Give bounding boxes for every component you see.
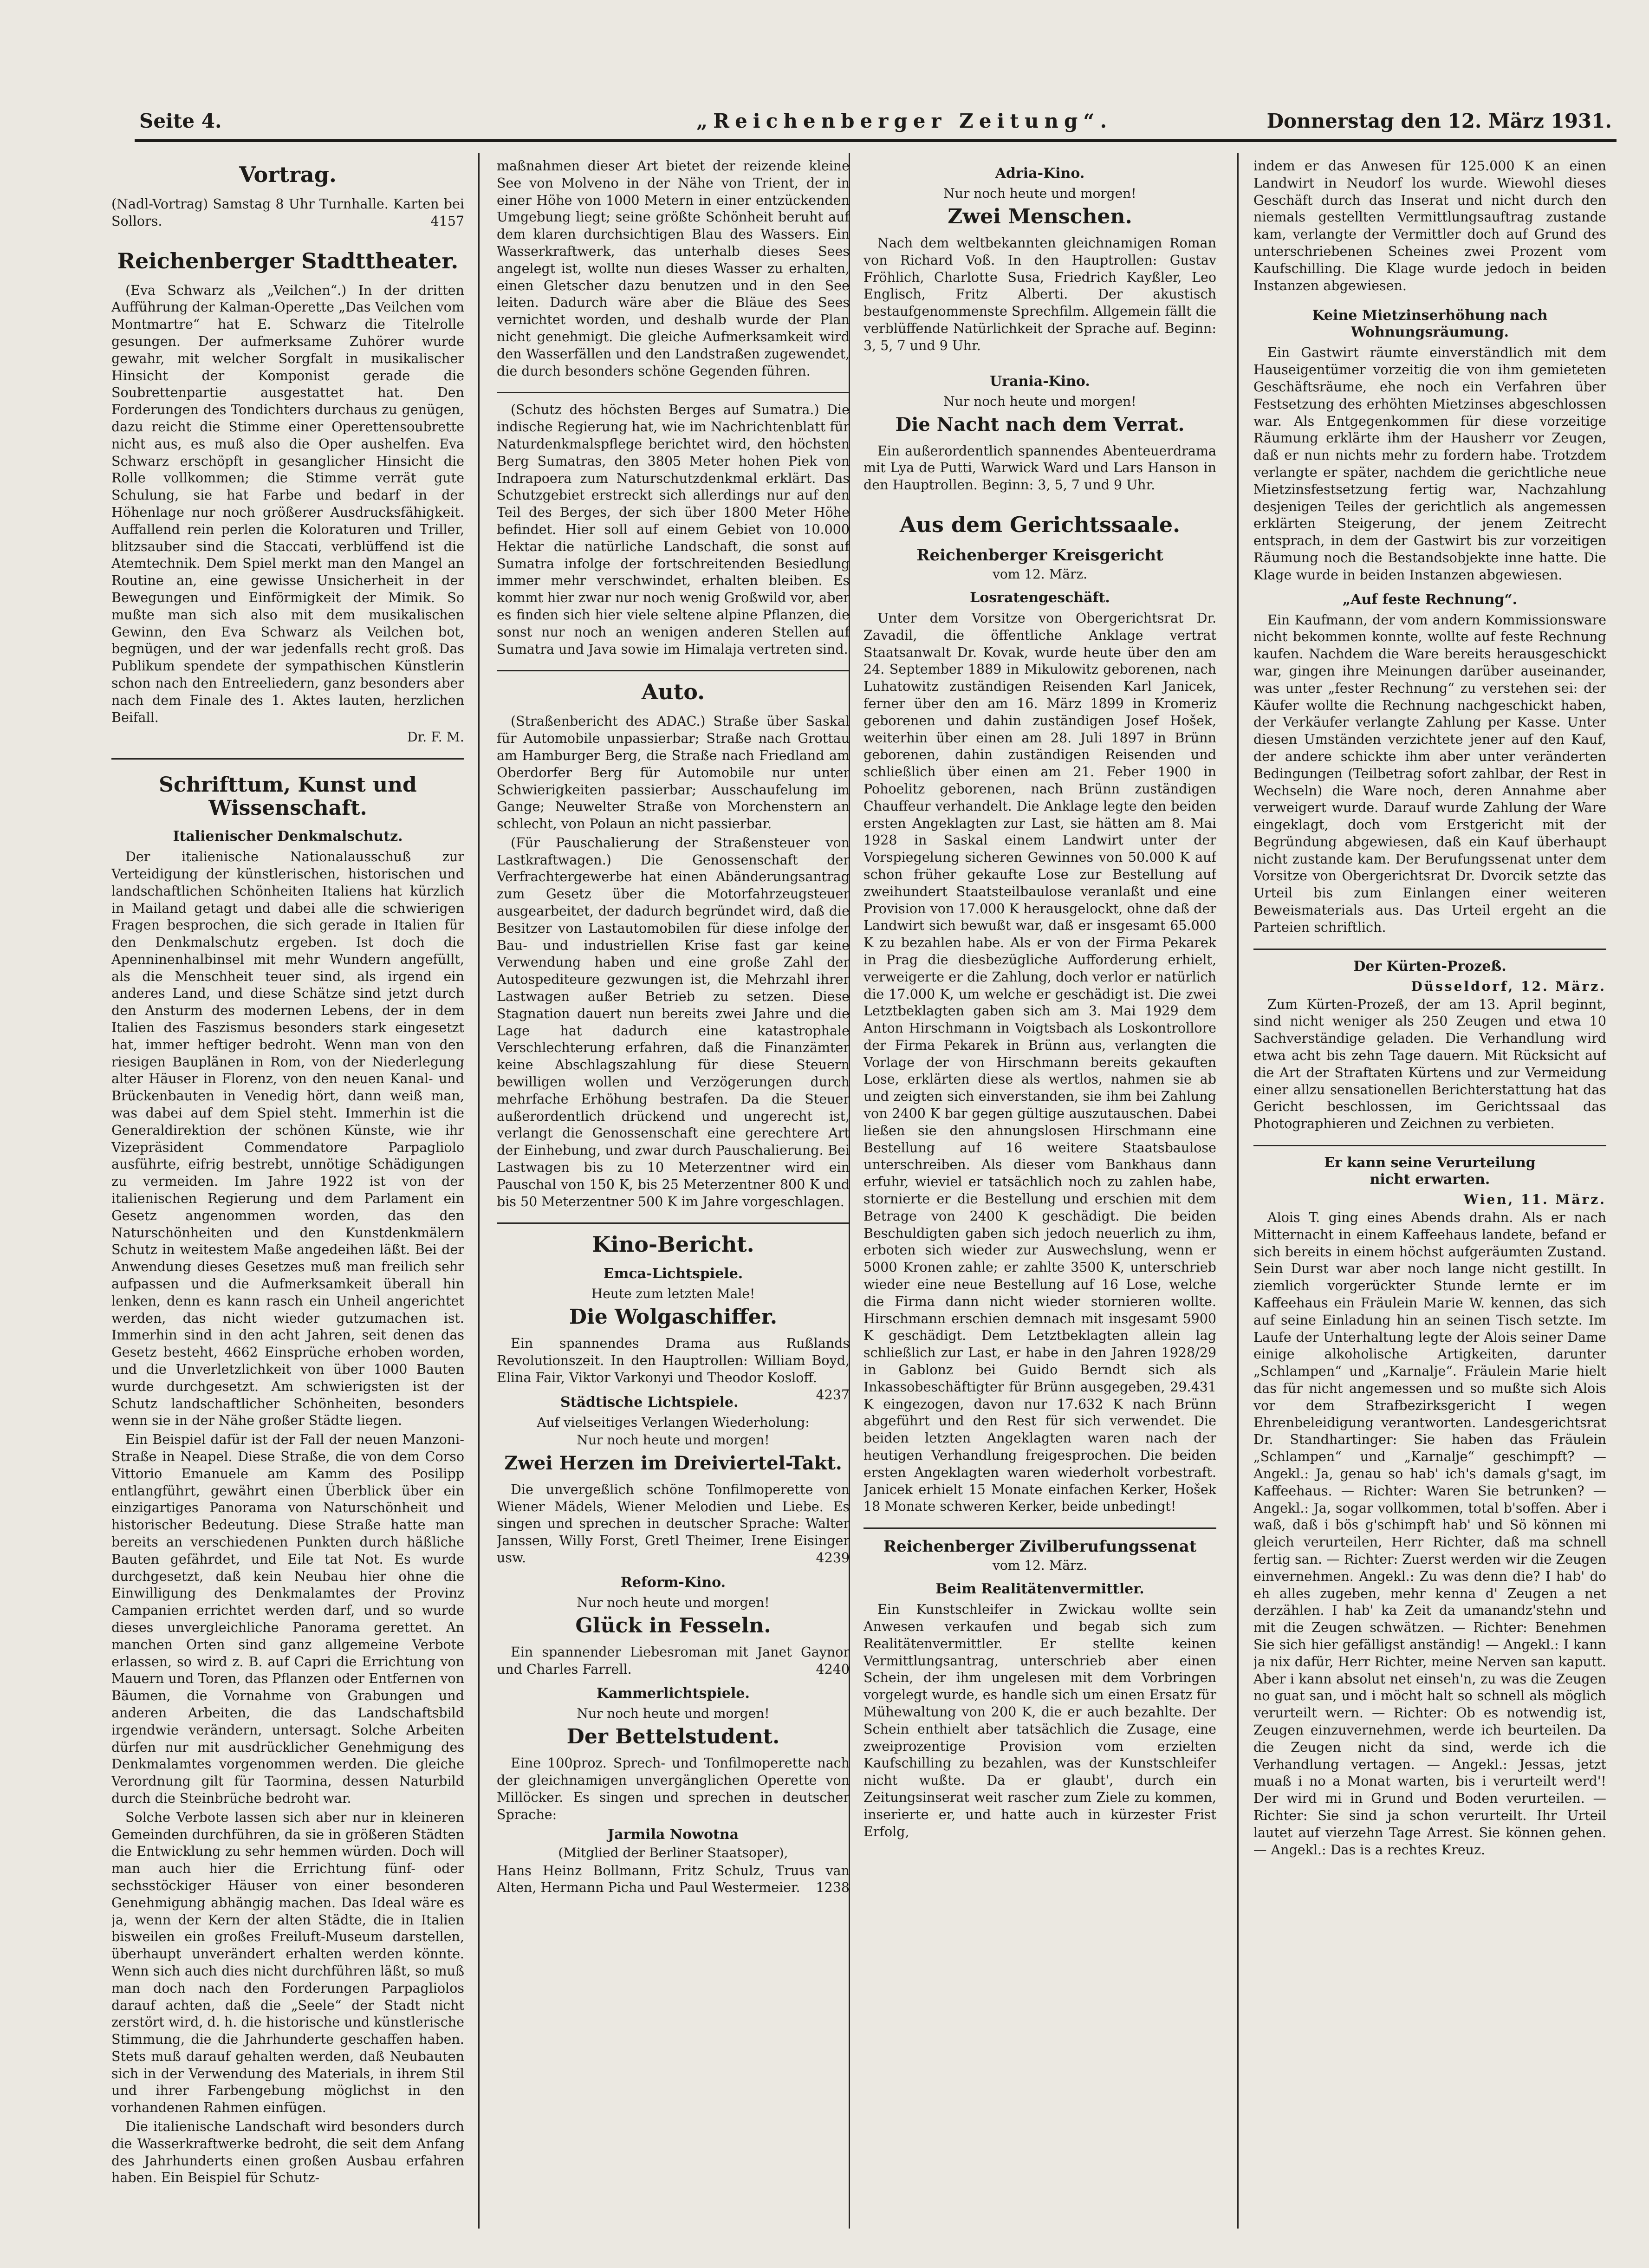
court-date: vom 12. März. xyxy=(993,1558,1087,1573)
denkmal-paragraph: Ein Beispiel dafür ist der Fall der neuen Manzoni-Straße in Neapel. Diese Straße, die von dem Corso Vittorio Emanuele am Kamm des Posilipp entlangführt, gewährt einen Überblick über ein einzigartiges Panorama von Naturschönheit und historischer Bedeutung. Diese Straße hatte man bereits an verschiedenen Punkten durch häßliche Bauten gefährdet, und Eile tat Not. Es wurde durchgesetzt, daß kein Neubau hier ohne die Einwilligung des Denkmalamtes der Provinz Campanien errichtet werden darf, und so wurde dieses unvergleichliche Panorama gerettet. An manchen Orten sind ganz allgemeine Verbote erlassen, so wird z. B. auf Capri die Errichtung von Mauern und Toren, das Pflanzen oder Entfernen von Bäumen, die Vornahme von Grabungen und anderen Arbeiten, die das Landschaftsbild irgendwie verändern, untersagt. Solche Arbeiten dürfen nur mit ausdrücklicher Genehmigung des Denkmalamtes vorgenommen werden. Die gleiche Verordnung gilt für Taormina, dessen Naturbild durch die Steinbrüche bedroht war. xyxy=(111,1432,464,1806)
column-divider xyxy=(478,153,480,2229)
film-title: Die Wolgaschiffer. xyxy=(569,1305,778,1329)
case-heading: Beim Realitätenvermittler. xyxy=(935,1581,1144,1598)
cinema-name: Urania-Kino. xyxy=(990,373,1090,390)
film-star: Jarmila Nowotna xyxy=(607,1826,739,1843)
film-star-note: (Mitglied der Berliner Staatsoper), xyxy=(558,1845,788,1860)
article-rule xyxy=(497,670,850,671)
cinema-name: Städtische Lichtspiele. xyxy=(560,1394,739,1410)
film-title: Zwei Menschen. xyxy=(948,205,1132,228)
column-3 xyxy=(863,158,1216,2238)
film-description: Nach dem weltbekannten gleichnamigen Roman von Richard Voß. In den Hauptrollen: Gustav Fröhlich, Charlotte Susa, Friedrich Kayßler, Leo Englisch, Fritz Alberti. Der akustisch bestaufgenommenste Sprechfilm. Allgemein fällt die verblüffende Natürlichkeit der Sprache auf. Beginn: 3, 5, 7 und 9 Uhr. xyxy=(863,235,1216,353)
film-description: Ein spannender Liebesroman mit Janet Gaynor und Charles Farrell. 4240 xyxy=(497,1644,850,1677)
court-subheading: Reichenberger Kreisgericht xyxy=(916,546,1163,565)
case-heading: „Auf feste Rechnung“. xyxy=(1342,591,1518,608)
cinema-name: Kammerlichtspiele. xyxy=(597,1685,750,1702)
court-heading: Aus dem Gerichtssaale. xyxy=(899,512,1181,537)
article-rule xyxy=(1253,1145,1606,1146)
court-date: vom 12. März. xyxy=(993,566,1087,582)
cinema-name: Reform-Kino. xyxy=(620,1574,726,1591)
denkmal-heading: Italienischer Denkmalschutz. xyxy=(173,828,403,845)
article-paragraph: Alois T. ging eines Abends drahn. Als er nach Mitternacht in einem Kaffeehaus landete, befand er sich bereits in einem höchst aufgeräumten Zustand. Sein Durst war aber noch lange nicht gestillt. In ziemlich vorgerückter Stunde lernte er im Kaffeehaus ein Fräulein Marie W. kennen, das sich auf seine Einladung hin an seinen Tisch setzte. Im Laufe der Unterhaltung legte der Alois seiner Dame einige alkoholische Artigkeiten, darunter „Schlampen“ und „Karnalje“. Fräulein Marie hielt das für nicht angemessen und so mußte sich Alois vor dem Strafbezirksgericht I wegen Ehrenbeleidigung verantworten. Landesgerichtsrat Dr. Standhartinger: Sie haben das Fräulein „Schlampen“ und „Karnalje“ geschimpft? — Angekl.: Ja, genau so hab' ich's damals g'sagt, im Kaffeehaus. — Richter: Waren Sie betrunken? — Angekl.: Ja, sogar vollkommen, total b'soffen. Aber i waß, daß i bös g'schimpft hab' und Sö können mi gleich verurteilen, Herr Richter, daß ma schnell fertig san. — Richter: Zuerst werden wir die Zeugen einvernehmen. Angekl.: Zu was denn die? I hab' do eh alles zugeben, mehr kenna d' Zeugen a net derzählen. I hab' ka Zeit da umanandz'stehn und mit die Zeugen schwätzen. — Richter: Benehmen Sie sich hier gefälligst anständig! — Angekl.: I kann ja nix dafür, Herr Richter, meine Nerven san kaputt. Aber i kann absolut net einseh'n, zu was die Zeugen no guat san, und i möcht halt so schnell als möglich verurteilt wern. — Richter: Ob es notwendig ist, Zeugen einzuvernehmen, werde ich beurteilen. Da die Zeugen nicht da sind, werde ich die Verhandlung vertagen. — Angekl.: Jessas, jetzt muaß i no a Monat warten, bis i verurteilt werd'! Der wird mi in Grund und Boden verurteilen. — Richter: Sie sind ja schon verurteilt. Ihr Urteil lautet auf vierzehn Tage Arrest. Sie können gehen. — Angekl.: Das is a rechtes Kreuz. xyxy=(1253,1210,1606,1858)
paper-title: „Reichenberger Zeitung“. xyxy=(696,110,1113,132)
header-rule xyxy=(135,139,1617,142)
theater-review: (Eva Schwarz als „Veilchen“.) In der dritten Aufführung der Kalman-Operette „Das Veilchen vom Montmartre“ hat E. Schwarz die Titelrolle gesungen. Der aufmerksame Zuhörer wurde gewahr, mit welcher Sorgfalt in musikalischer Hinsicht der Komponist gerade die Soubrettenpartie ausgestattet hat. Den Forderungen des Tondichters durchaus zu genügen, dazu reicht die Stimme einer Operettensoubrette nicht aus, es muß also die Oper aushelfen. Eva Schwarz erschöpft in gesanglicher Hinsicht die Rolle vollkommen; die Stimme verrät gute Schulung, sie hat Farbe und bedarf in der Höhenlage nur noch größerer Ausdrucksfähigkeit. Auffallend rein perlen die Koloraturen und Triller, blitzsauber sind die Staccati, verblüffend ist die Atemtechnik. Dem Spiel merkt man den Mangel an Routine an, eine gewisse Unsicherheit in der Bewegungen und Einförmigkeit der Mimik. So mußte man sich also mit dem musikalischen Gewinn, den Eva Schwarz als Veilchen bot, begnügen, und der war jedenfalls recht groß. Das Publikum spendete der sympathischen Künstlerin schon nach den Entreeliedern, ganz besonders aber nach dem Finale des 1. Aktes lauten, herzlichen Beifall. xyxy=(111,282,464,725)
denkmal-paragraph: Die italienische Landschaft wird besonders durch die Wasserkraftwerke bedroht, die seit dem Anfang des Jahrhunderts einen großen Ausbau erfahren haben. Ein Beispiel für Schutz- xyxy=(111,2119,464,2186)
vortrag-heading: Vortrag. xyxy=(239,162,337,187)
column-divider xyxy=(1237,153,1239,2229)
article-rule xyxy=(497,1222,850,1224)
auto-heading: Auto. xyxy=(641,679,705,705)
section-heading: Schrifttum, Kunst und Wissenschaft. xyxy=(159,773,417,820)
cinema-note: Nur noch heute und morgen! xyxy=(577,1432,770,1448)
vortrag-notice: (Nadl-Vortrag) Samstag 8 Uhr Turnhalle. Karten bei Sollors. 4157 xyxy=(111,196,464,229)
film-title: Der Bettelstudent. xyxy=(566,1725,780,1749)
cinema-name: Adria-Kino. xyxy=(995,165,1085,182)
article-heading: Der Kürten-Prozeß. xyxy=(1353,958,1506,975)
kino-heading: Kino-Bericht. xyxy=(592,1232,754,1257)
film-description: Ein außerordentlich spannendes Abenteuerdrama mit Lya de Putti, Warwick Ward und Lars Hanson in den Hauptrollen. Beginn: 3, 5, 7 und 9 Uhr. xyxy=(863,443,1216,493)
film-cast: Hans Heinz Bollmann, Fritz Schulz, Truus van Alten, Hermann Picha und Paul Westermeier. 1238 xyxy=(497,1863,850,1896)
sumatra-article: (Schutz des höchsten Berges auf Sumatra.) Die indische Regierung hat, wie im Nachrichtenblatt für Naturdenkmalspflege berichtet wird, den höchsten Berg Sumatras, den 3805 Meter hohen Piek von Indrapoera zum Naturschutzdenkmal erklärt. Das Schutzgebiet erstreckt sich allerdings nur auf den Teil des Berges, der sich über 1800 Meter Höhe befindet. Hier soll auf einem Gebiet von 10.000 Hektar die natürliche Landschaft, die sonst auf Sumatra infolge der fortschreitenden Besiedlung immer mehr verschwindet, erhalten bleiben. Es kommt hier zwar nur noch wenig Großwild vor, aber es finden sich hier viele seltene alpine Pflanzen, die sonst nur noch an wenigen anderen Stellen auf Sumatra und Java sowie im Himalaja vertreten sind. xyxy=(497,402,850,657)
case-report: Ein Kaufmann, der vom andern Kommissionsware nicht bekommen konnte, wollte auf feste Rechnung kaufen. Nachdem die Ware bereits herausgeschickt war, gingen ihre Meinungen darüber auseinander, was unter „fester Rechnung“ zu verstehen sei: der Käufer wollte die Rechnung nachgeschickt haben, der Verkäufer verlangte Zahlung per Kasse. Unter diesen Umständen verzichtete jener auf den Kauf, der andere schickte ihm aber unter veränderten Bedingungen (Teilbetrag sofort zahlbar, der Rest in Wechseln) die Ware noch, deren Annahme aber verweigert wurde. Darauf wurde Zahlung der Ware eingeklagt, doch vom Erstgericht mit der Begründung abgewiesen, daß ein Kauf überhaupt nicht zustande kam. Der Berufungssenat unter dem Vorsitze von Obergerichtsrat Dr. Dvorcik setzte das Urteil bis zum Einlangen einer weiteren Beweismaterials aus. Das Urteil ergeht an die Parteien schriftlich. xyxy=(1253,612,1606,935)
theater-signature: Dr. F. M. xyxy=(407,729,464,745)
dateline: Düsseldorf, 12. März. xyxy=(1411,978,1606,994)
cinema-note: Nur noch heute und morgen! xyxy=(943,186,1136,201)
article-heading: Er kann seine Verurteilung xyxy=(1324,1155,1536,1171)
film-description: Die unvergeßlich schöne Tonfilmoperette von Wiener Mädels, Wiener Melodien und Liebe. Es singen und sprechen in deutscher Sprache: Walter Janssen, Willy Forst, Gretl Theimer, Irene Eisinger usw. 4239 xyxy=(497,1482,850,1566)
case-heading: Keine Mietzinserhöhung nach Wohnungsräumung. xyxy=(1312,307,1548,341)
film-title: Glück in Fesseln. xyxy=(575,1613,771,1638)
case-report: Ein Gastwirt räumte einverständlich mit dem Hauseigentümer vorzeitig die von ihm gemieteten Geschäftsräume, ehe noch ein Verfahren über Festsetzung des erhöhten Mietzinses abgeschlossen war. Als Entgegenkommen für diese vorzeitige Räumung erklärte ihm der Hausherr vor Zeugen, daß er nun nichts mehr zu fordern habe. Trotzdem verlangte er später, nachdem die gerichtliche neue Mietzinsfestsetzung fertig war, Nachzahlung desjenigen Teiles der gerichtlich als angemessen erklärten Steigerung, der jenem Zeitrecht entsprach, in dem der Gastwirt bis zur vorzeitigen Räumung noch die Bestandsobjekte inne hatte. Die Klage wurde in beiden Instanzen abgewiesen. xyxy=(1253,345,1606,583)
column-1 xyxy=(111,158,464,2238)
court-subheading: Reichenberger Zivilberufungssenat xyxy=(883,1537,1197,1556)
article-heading: nicht erwarten. xyxy=(1370,1171,1490,1188)
dateline: Wien, 11. März. xyxy=(1463,1192,1606,1208)
film-description: Eine 100proz. Sprech- und Tonfilmoperette nach der gleichnamigen unvergänglichen Operette von Millöcker. Es singen und sprechen in deutscher Sprache: xyxy=(497,1755,850,1822)
auto-paragraph: (Für Pauschalierung der Straßensteuer von Lastkraftwagen.) Die Genossenschaft der Verfrachtergewerbe hat einen Abänderungsantrag zum Gesetz über die Motorfahrzeugsteuer ausgearbeitet, der dadurch begründet wird, daß die Besitzer von Lastautomobilen für diese infolge der Bau- und industriellen Krise fast gar keine Verwendung haben und eine große Zahl der Autospediteure gezwungen ist, die Mehrzahl ihrer Lastwagen außer Betrieb zu setzen. Diese Stagnation dauert nun bereits zwei Jahre und die Lage hat dadurch eine katastrophale Verschlechterung erfahren, daß die Finanzämter keine Abschlagszahlung für diese Steuern bewilligen wollen und Verzögerungen durch mehrfache Erhöhung bestrafen. Da die Steuer außerordentlich drückend und ungerecht ist, verlangt die Genossenschaft eine gerechtere Art der Einhebung, und zwar durch Pauschalierung. Bei Lastwagen bis zu 10 Meterzentner wird ein Pauschal von 150 K, bis 25 Meterzentner 800 K und bis 50 Meterzentner 500 K im Jahre vorgeschlagen. xyxy=(497,835,850,1209)
film-title: Zwei Herzen im Dreiviertel-Takt. xyxy=(504,1452,842,1474)
film-description: Ein spannendes Drama aus Rußlands Revolutionszeit. In den Hauptrollen: William Boyd, Elina Fair, Viktor Varkonyi und Theodor Kosloff. 4237 xyxy=(497,1336,850,1403)
film-title: Die Nacht nach dem Verrat. xyxy=(895,413,1185,435)
article-rule xyxy=(497,392,850,393)
column-4 xyxy=(1253,158,1606,2238)
column-2 xyxy=(497,158,850,2238)
denkmal-continuation: maßnahmen dieser Art bietet der reizende kleine See von Molveno in der Nähe von Trient, der in einer Höhe von 1000 Metern in einer entzückenden Umgebung liegt; seine größte Schönheit beruht auf dem klaren durchsichtigen Blau des Wassers. Ein Wasserkraftwerk, das unterhalb dieses Sees angelegt ist, wollte nun dieses Wasser zu erhalten, einen Gletscher dazu benutzen und in den See leiten. Dadurch wäre aber die Bläue des Sees vernichtet worden, und deshalb wurde der Plan nicht genehmigt. Die gleiche Aufmerksamkeit wird den Wasserfällen und den Landstraßen zugewendet, die durch besonders schöne Gegenden führen. xyxy=(497,158,850,379)
article-rule xyxy=(863,1527,1216,1529)
auto-paragraph: (Straßenbericht des ADAC.) Straße über Saskal für Automobile unpassierbar; Straße nach Grottau am Hamburger Berg, die Straße nach Friedland am Oberdorfer Berg für Automobile nur unter Schwierigkeiten passierbar; Ausschaufelung im Gange; Neuwelter Straße von Morchenstern an schlecht, von Polaun an nicht passierbar. xyxy=(497,714,850,832)
case-report: Ein Kunstschleifer in Zwickau wollte sein Anwesen verkaufen und begab sich zum Realitätenvermittler. Er stellte keinen Vermittlungsantrag, unterschrieb aber einen Schein, der ihm ungelesen mit dem Vorbringen vorgelegt wurde, es handle sich um einen Ersatz für Mühewaltung von 200 K, die er auch bezahlte. Der Schein enthielt aber tatsächlich die Zusage, eine zweiprozentige Provision vom erzielten Kaufschilling zu bezahlen, was der Kunstschleifer nicht wußte. Da er glaubt', durch ein Zeitungsinserat weit rascher zum Ziele zu kommen, inserierte er, und hatte auch in kürzester Frist Erfolg, xyxy=(863,1602,1216,1839)
cinema-note: Nur noch heute und morgen! xyxy=(577,1594,770,1610)
case-continuation: indem er das Anwesen für 125.000 K an einen Landwirt in Neudorf los wurde. Wiewohl dieses Geschäft durch das Inserat und nicht durch den niemals gestellten Vermittlungsauftrag zustande kam, verlangte der Vermittler doch auf Grund des unterschriebenen Scheines zwei Prozent vom Kaufschilling. Die Klage wurde jedoch in beiden Instanzen abgewiesen. xyxy=(1253,158,1606,293)
denkmal-paragraph: Solche Verbote lassen sich aber nur in kleineren Gemeinden durchführen, da sie in größeren Städten die Entwicklung zu sehr hemmen würden. Doch will man auch hier die Errichtung fünf- oder sechsstöckiger Häuser von einer besonderen Genehmigung abhängig machen. Das Ideal wäre es ja, wenn der Kern der alten Städte, die in Italien bisweilen ein großes Freiluft-Museum darstellen, überhaupt unverändert erhalten werden könnte. Wenn sich auch dies nicht durchführen läßt, so muß man doch nach den Forderungen Parpagliolos darauf achten, daß die „Seele“ der Stadt nicht zerstört wird, d. h. die historische und künstlerische Stimmung, die die Jahrhunderte geschaffen haben. Stets muß darauf gehalten werden, daß Neubauten sich in der Verwendung des Materials, in ihrem Stil und ihrer Farbengebung möglichst in den vorhandenen Rahmen einfügen. xyxy=(111,1809,464,2116)
cinema-note: Nur noch heute und morgen! xyxy=(943,393,1136,409)
section-rule xyxy=(111,758,464,760)
article-rule xyxy=(1253,949,1606,950)
issue-date: Donnerstag den 12. März 1931. xyxy=(1266,110,1612,132)
page-number: Seite 4. xyxy=(139,110,222,132)
page-header xyxy=(139,108,1612,136)
theater-heading: Reichenberger Stadttheater. xyxy=(117,248,459,273)
cinema-note: Heute zum letzten Male! xyxy=(591,1286,755,1302)
article-paragraph: Zum Kürten-Prozeß, der am 13. April beginnt, sind nicht weniger als 250 Zeugen und etwa 10 Sachverständige geladen. Die Verhandlung wird etwa acht bis zehn Tage dauern. Mit Rücksicht auf die Art der Straftaten Kürtens und zur Vermeidung einer allzu sensationellen Berichterstattung hat das Gericht beschlossen, im Gerichtssaal das Photographieren und Zeichnen zu verbieten. xyxy=(1253,996,1606,1132)
cinema-note: Nur noch heute und morgen! xyxy=(577,1706,770,1722)
case-report: Unter dem Vorsitze von Obergerichtsrat Dr. Zavadil, die öffentliche Anklage vertrat Staatsanwalt Dr. Kovak, wurde heute über den am 24. September 1889 in Mikulowitz geborenen, nach Luhatowitz zuständigen Reisenden Karl Janicek, ferner über den am 16. März 1899 in Kromeriz geborenen und dahin zuständigen Josef Hošek, weiterhin über einen am 28. Juli 1897 in Brünn geborenen, dahin zuständigen Reisenden und schließlich über einen am 21. Feber 1900 in Pohoelitz geborenen, nach Brünn zuständigen Chauffeur verhandelt. Die Anklage legte den beiden ersten Angeklagten zur Last, sie hätten am 8. Mai 1928 in Saskal einem Landwirt unter der Vorspiegelung sicheren Gewinnes von 50.000 K auf schon früher gekaufte Lose zur Bestellung auf zweihundert Staatsteilbaulose veranlaßt und eine Provision von 17.000 K herausgelockt, ohne daß der Landwirt sich bewußt war, daß er insgesamt 65.000 K zu bezahlen habe. Als er von der Firma Pekarek in Prag die diesbezügliche Aufforderung erhielt, verweigerte er die Zahlung, doch verlor er natürlich die 17.000 K, um welche er geschädigt ist. Die zwei Letztbeklagten gaben sich am 3. Mai 1929 dem Anton Hirschmann in Voigtsbach als Loskontrollore der Firma Pekarek in Brünn aus, verlangten die Vorlage der von Hirschmann bereits gekauften Lose, erklärten diese als wertlos, nahmen sie ab und zeigten sich einverstanden, sie ihm bei Zahlung von 2400 K bar gegen gültige auszutauschen. Dabei ließen sie den ahnungslosen Hirschmann eine Bestellung auf 16 weitere Staatsbaulose unterschreiben. Als dieser vom Bankhaus dann erfuhr, wieviel er tatsächlich noch zu zahlen habe, stornierte er die Bestellung und erschien mit dem Betrage von 2400 K geschädigt. Die beiden Beschuldigten gaben sich jedoch neuerlich zu ihm, erboten sich wieder zur Auswechslung, wenn er 5000 Kronen zahle; er zahlte 3500 K, unterschrieb wieder eine neue Bestellung auf 16 Lose, welche die Firma dann nicht wieder stornieren wollte. Hirschmann erschien demnach mit insgesamt 5900 K geschädigt. Dem Letztbeklagten allein lag schließlich zur Last, er habe in den Jahren 1928/29 in Gablonz bei Guido Berndt sich als Inkassobeschäftigter für Brünn ausgegeben, 29.431 K eingezogen, davon nur 17.632 K nach Brünn abgeführt und den Rest für sich verwendet. Die beiden letzten Angeklagten waren nach der heutigen Verhandlung freigesprochen. Die beiden ersten Angeklagten waren wiederholt vorbestraft. Janicek erhielt 15 Monate einfachen Kerker, Hošek 18 Monate schweren Kerker, beide unbedingt! xyxy=(863,610,1216,1514)
case-heading: Losratengeschäft. xyxy=(970,589,1110,606)
denkmal-paragraph: Der italienische Nationalausschuß zur Verteidigung der künstlerischen, historischen und landschaftlichen Schönheiten Italiens hat kürzlich in Mailand getagt und dabei alle die schwierigen Fragen besprochen, die sich gerade in Italien für den Denkmalschutz ergeben. Ist doch die Apenninenhalbinsel mit mehr Wundern angefüllt, als die Menschheit teuer sind, als irgend ein anderes Land, und diese Schätze sind jetzt durch den Ansturm des modernen Lebens, der in dem Italien des Faszismus besonders stark eingesetzt hat, immer heftiger bedroht. Wenn man von den riesigen Bauplänen in Rom, von der Niederlegung alter Häuser in Florenz, von den neuen Kanal- und Brückenbauten in Venedig hört, dann weiß man, was dabei auf dem Spiel steht. Immerhin ist die Generaldirektion der schönen Künste, wie ihr Vizepräsident Commendatore Parpagliolo ausführte, eifrig bestrebt, unnötige Schädigungen zu vermeiden. Im Jahre 1922 ist von der italienischen Regierung und dem Parlament ein Gesetz angenommen worden, das den Naturschönheiten und den Kunstdenkmälern Schutz in weitestem Maße angedeihen läßt. Bei der Anwendung dieses Gesetzes muß man freilich sehr aufpassen und die Aufmerksamkeit überall hin lenken, denn es kann rasch ein Unheil angerichtet werden, das nicht wieder gutzumachen ist. Immerhin sind in den acht Jahren, seit denen das Gesetz besteht, 4662 Einsprüche erhoben worden, und die Unverletzlichkeit von über 1000 Bauten wurde durchgesetzt. Am schwierigsten ist der Schutz landschaftlicher Schönheiten, besonders wenn sie in der Nähe großer Städte liegen. xyxy=(111,849,464,1429)
cinema-name: Emca-Lichtspiele. xyxy=(603,1266,743,1282)
cinema-note: Auf vielseitiges Verlangen Wiederholung: xyxy=(537,1414,810,1430)
